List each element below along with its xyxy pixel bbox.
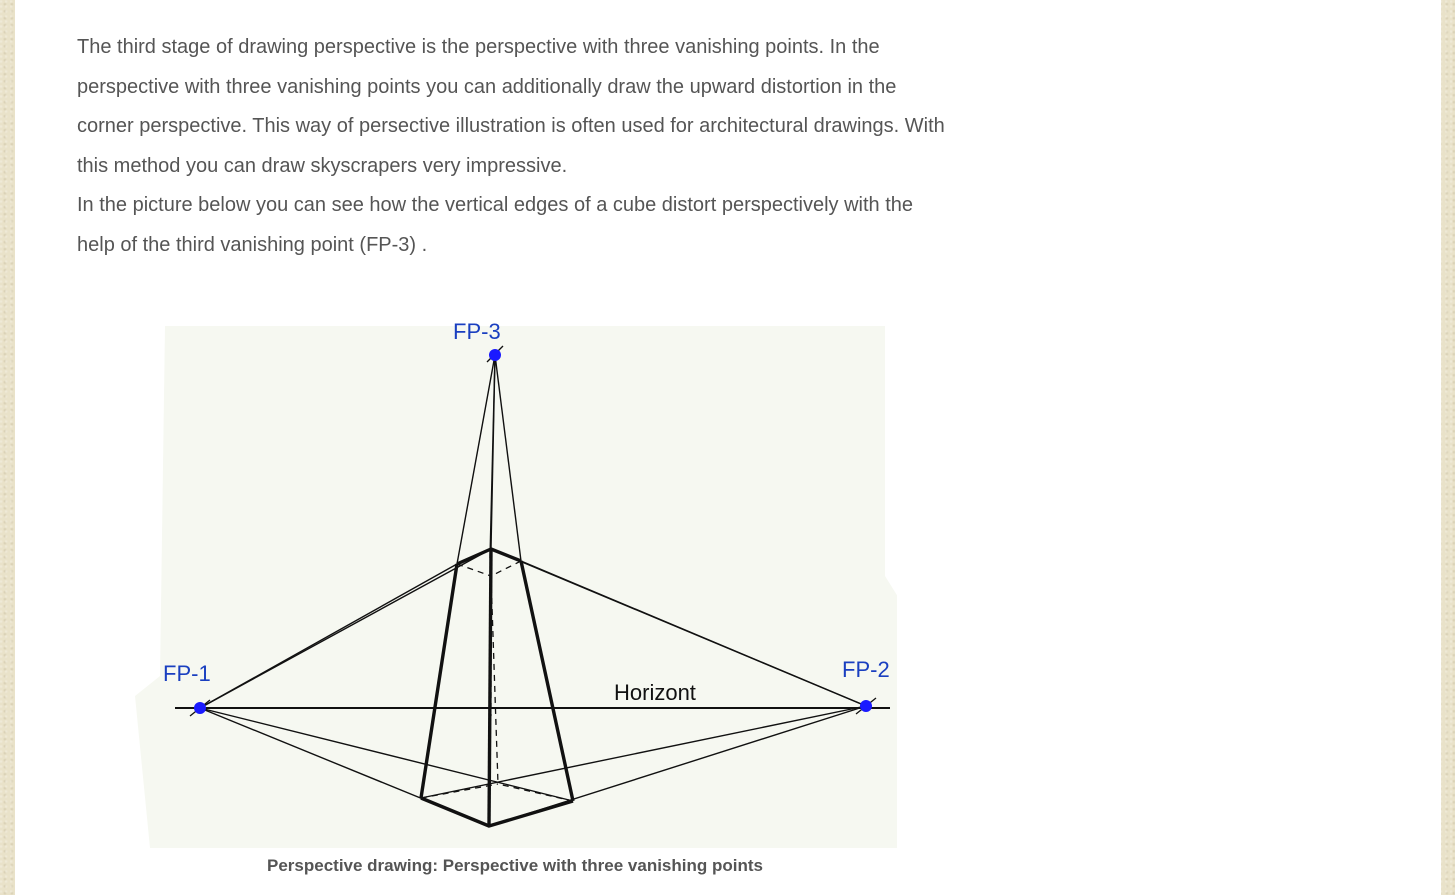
label-horizon: Horizont [614,680,696,705]
paragraph-three-vanishing-points: The third stage of drawing perspective is the perspective with three vanishing points. In the perspective with three vanishing points you can additionally draw the upward distortion in the corner perspective. This way of persective illustration is often used for architectural drawings. With this method you can draw skyscrapers very impressive. [77,36,945,177]
content-page [15,0,1441,895]
paragraph-third-vanishing-point: In the picture below you can see how the vertical edges of a cube distort perspectively with the help of the third vanishing point (FP-3) . [77,194,914,256]
label-fp3: FP-3 [453,319,501,344]
perspective-figure [135,296,897,848]
label-fp1: FP-1 [163,661,211,686]
perspective-diagram [135,296,897,848]
article-text [77,28,947,266]
figure-caption: Perspective drawing: Perspective with three vanishing points [267,856,763,875]
label-fp2: FP-2 [842,657,890,682]
paper-background [135,326,897,848]
